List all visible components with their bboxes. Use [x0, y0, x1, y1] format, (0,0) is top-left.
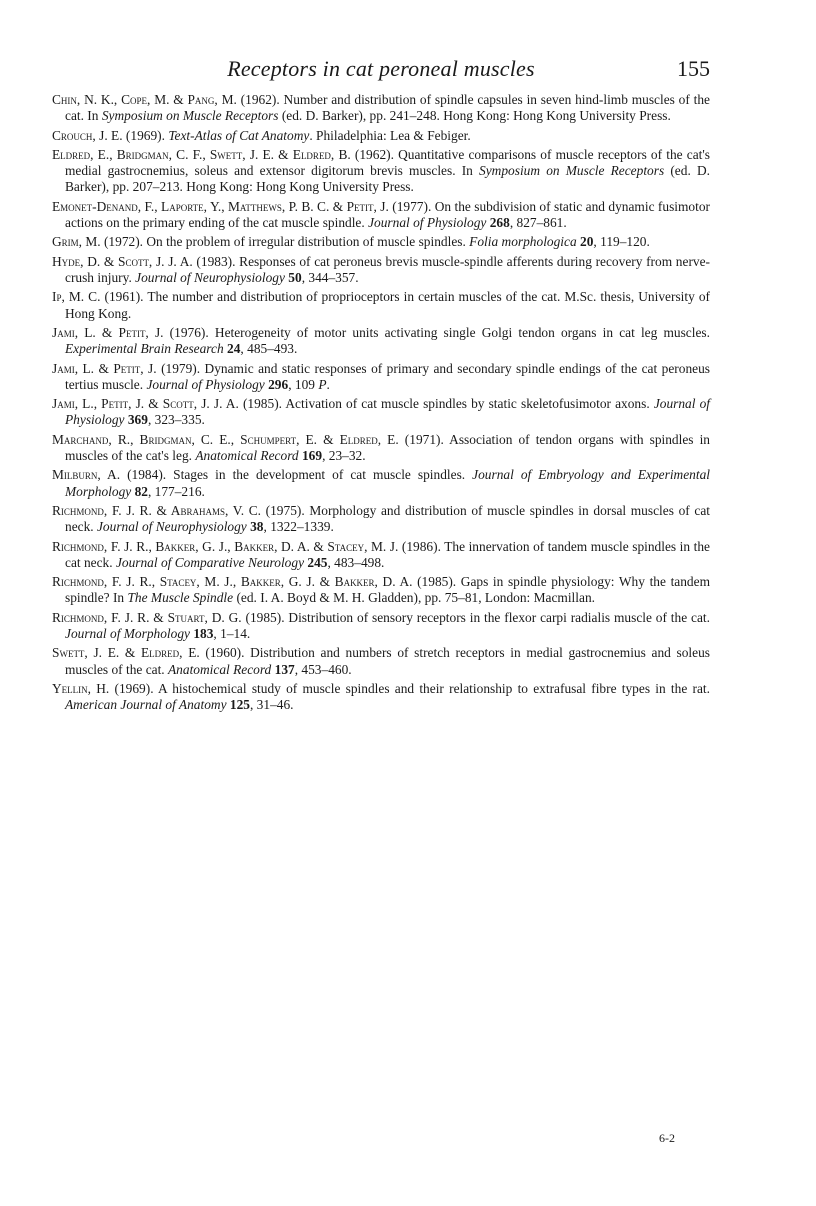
reference-text: , 1322–1339.	[263, 519, 334, 535]
reference-text: , 453–460.	[294, 661, 352, 677]
reference-text: (1962). Quantitative comparisons of muscle receptors of the cat's medial gastrocnemius, soleus and extensor digitorum brevis muscles. In	[65, 146, 711, 179]
reference-entry	[52, 254, 710, 286]
reference-text: (1960). Distribution and numbers of stretch receptors in medial gastrocnemius and soleus muscles of the cat.	[65, 645, 710, 677]
reference-italic-title: Journal of Morphology	[65, 625, 190, 641]
reference-text: , 1–14.	[213, 625, 251, 641]
reference-text: , 31–46.	[249, 697, 294, 713]
reference-italic-title: Journal of Comparative Neurology	[115, 554, 305, 570]
reference-entry	[52, 147, 710, 196]
reference-text: (1969).	[122, 127, 169, 143]
reference-text: (1983). Responses of cat peroneus brevis muscle-spindle afferents during recovery from nerve-crush injury.	[65, 253, 710, 285]
reference-volume: 296	[268, 376, 289, 392]
reference-authors: Emonet-Denand, F., Laporte, Y., Matthews, P. B. C. & Petit, J.	[52, 198, 389, 214]
reference-text: (1971). Association of tendon organs with spindles in muscles of the cat's leg.	[65, 431, 710, 463]
reference-text: , 23–32.	[322, 447, 366, 463]
reference-volume: 24	[227, 341, 241, 357]
reference-text: (ed. D. Barker), pp. 207–213. Hong Kong: Hong Kong University Press.	[65, 163, 710, 195]
reference-authors: Jami, L., Petit, J. & Scott, J. J. A.	[52, 396, 239, 412]
page-number: 155	[677, 56, 710, 81]
reference-text: .	[326, 376, 330, 392]
reference-entry	[52, 645, 710, 677]
reference-entry	[52, 234, 710, 250]
reference-italic-title: Anatomical Record	[195, 447, 299, 463]
reference-italic-title: Symposium on Muscle Receptors	[479, 163, 665, 179]
reference-text: (1985). Distribution of sensory receptors in the flexor carpi radialis muscle of the cat.	[241, 609, 710, 625]
reference-volume: 245	[307, 554, 328, 570]
reference-authors: Richmond, F. J. R. & Abrahams, V. C.	[52, 502, 261, 518]
reference-italic-title: Journal of Neurophysiology	[96, 519, 247, 535]
reference-entry	[52, 539, 710, 571]
reference-entry	[52, 128, 710, 144]
reference-authors: Milburn, A.	[52, 467, 121, 483]
reference-text: (1961). The number and distribution of proprioceptors in certain muscles of the cat. M.Sc. thesis, University of Hong Kong.	[65, 289, 710, 321]
reference-text: , 109	[288, 376, 319, 392]
reference-italic-title: Journal of Neurophysiology	[135, 269, 285, 285]
reference-text: , 485–493.	[240, 341, 298, 357]
reference-authors: Richmond, F. J. R. & Stuart, D. G.	[52, 609, 242, 625]
reference-volume: 38	[250, 519, 264, 535]
reference-entry	[52, 361, 710, 393]
reference-text: (1976). Heterogeneity of motor units activating single Golgi tendon organs in cat leg muscles.	[163, 324, 710, 340]
reference-italic-title: Journal of Physiology	[146, 376, 265, 392]
reference-authors: Ip, M. C.	[52, 289, 101, 305]
reference-text: , 177–216.	[147, 483, 205, 499]
reference-entry	[52, 396, 710, 428]
reference-entry	[52, 467, 710, 499]
reference-text: , 344–357.	[301, 269, 359, 285]
reference-volume: 125	[229, 697, 250, 713]
reference-text: . Philadelphia: Lea & Febiger.	[309, 127, 471, 143]
reference-italic-title: Symposium on Muscle Receptors	[101, 108, 279, 124]
reference-italic-title: Journal of Physiology	[368, 214, 487, 230]
reference-volume: 169	[301, 447, 323, 463]
reference-authors: Yellin, H.	[52, 680, 110, 696]
reference-text: (1977). On the subdivision of static and dynamic fusimotor actions on the primary ending of the cat muscle spindle.	[65, 198, 710, 230]
reference-italic-title: Folia morphologica	[469, 234, 577, 250]
reference-authors: Hyde, D. & Scott, J. J. A.	[52, 253, 193, 269]
reference-italic-title: Journal of Embryology and Experimental Morphology	[65, 467, 710, 499]
reference-entry	[52, 92, 710, 124]
reference-text: (1984). Stages in the development of cat muscle spindles.	[120, 467, 473, 483]
reference-text: , 119–120.	[593, 234, 650, 250]
reference-authors: Richmond, F. J. R., Stacey, M. J., Bakker, G. J. & Bakker, D. A.	[52, 574, 413, 590]
reference-text: (1969). A histochemical study of muscle spindles and their relationship to extrafusal fibre types in the rat.	[109, 680, 710, 696]
reference-entry	[52, 325, 710, 357]
reference-text: , 483–498.	[327, 554, 385, 570]
running-header	[52, 56, 710, 86]
reference-italic-title: Experimental Brain Research	[65, 341, 224, 357]
reference-volume: 20	[580, 234, 594, 250]
reference-italic-title: The Muscle Spindle	[127, 590, 234, 606]
reference-text: (1979). Dynamic and static responses of primary and secondary spindle endings of the cat peroneus tertius muscle.	[65, 360, 710, 392]
reference-volume: 82	[134, 483, 148, 499]
reference-text: (1975). Morphology and distribution of muscle spindles in dorsal muscles of cat neck.	[65, 502, 710, 535]
reference-text: (1962). Number and distribution of spindle capsules in seven hind-limb muscles of the cat. In	[65, 92, 711, 124]
reference-text: (1986). The innervation of tandem muscle spindles in the cat neck.	[65, 538, 710, 570]
reference-text: (ed. D. Barker), pp. 241–248. Hong Kong: Hong Kong University Press.	[278, 108, 671, 124]
reference-volume: 137	[274, 661, 295, 677]
signature-mark: 6-2	[659, 1131, 675, 1145]
reference-authors: Marchand, R., Bridgman, C. E., Schumpert, E. & Eldred, E.	[52, 431, 399, 447]
reference-text: (1985). Activation of cat muscle spindles by static skeletofusimotor axons.	[238, 396, 654, 412]
reference-entry	[52, 432, 710, 464]
reference-authors: Chin, N. K., Cope, M. & Pang, M.	[52, 92, 237, 107]
reference-text: , 323–335.	[147, 412, 205, 428]
reference-italic-title: Anatomical Record	[168, 661, 272, 677]
reference-text: (ed. I. A. Boyd & M. H. Gladden), pp. 75–81, London: Macmillan.	[233, 590, 595, 606]
reference-authors: Richmond, F. J. R., Bakker, G. J., Bakker, D. A. & Stacey, M. J.	[52, 538, 399, 554]
reference-authors: Eldred, E., Bridgman, C. F., Swett, J. E. & Eldred, B.	[52, 146, 351, 162]
reference-volume: 50	[288, 269, 302, 285]
reference-entry	[52, 574, 710, 606]
reference-text: , 827–861.	[509, 214, 567, 230]
reference-italic-title: American Journal of Anatomy	[65, 697, 227, 713]
reference-volume: 268	[489, 214, 510, 230]
reference-italic-title: Journal of Physiology	[65, 396, 711, 428]
running-title: Receptors in cat peroneal muscles	[227, 56, 535, 81]
reference-volume: 183	[193, 625, 214, 641]
reference-italic-title: P	[318, 376, 327, 392]
reference-authors: Jami, L. & Petit, J.	[52, 324, 164, 340]
reference-entry	[52, 289, 710, 321]
reference-text: (1985). Gaps in spindle physiology: Why the tandem spindle? In	[65, 574, 710, 606]
reference-authors: Grim, M.	[52, 234, 101, 250]
reference-authors: Crouch, J. E.	[52, 127, 123, 143]
reference-list	[52, 92, 710, 716]
reference-volume: 369	[127, 412, 148, 428]
reference-authors: Swett, J. E. & Eldred, E.	[52, 645, 200, 661]
reference-entry	[52, 681, 710, 713]
reference-entry	[52, 503, 710, 535]
reference-entry	[52, 199, 710, 231]
reference-entry	[52, 610, 710, 642]
reference-authors: Jami, L. & Petit, J.	[52, 360, 157, 376]
reference-italic-title: Text-Atlas of Cat Anatomy	[168, 127, 310, 143]
reference-text: (1972). On the problem of irregular distribution of muscle spindles.	[100, 234, 470, 250]
